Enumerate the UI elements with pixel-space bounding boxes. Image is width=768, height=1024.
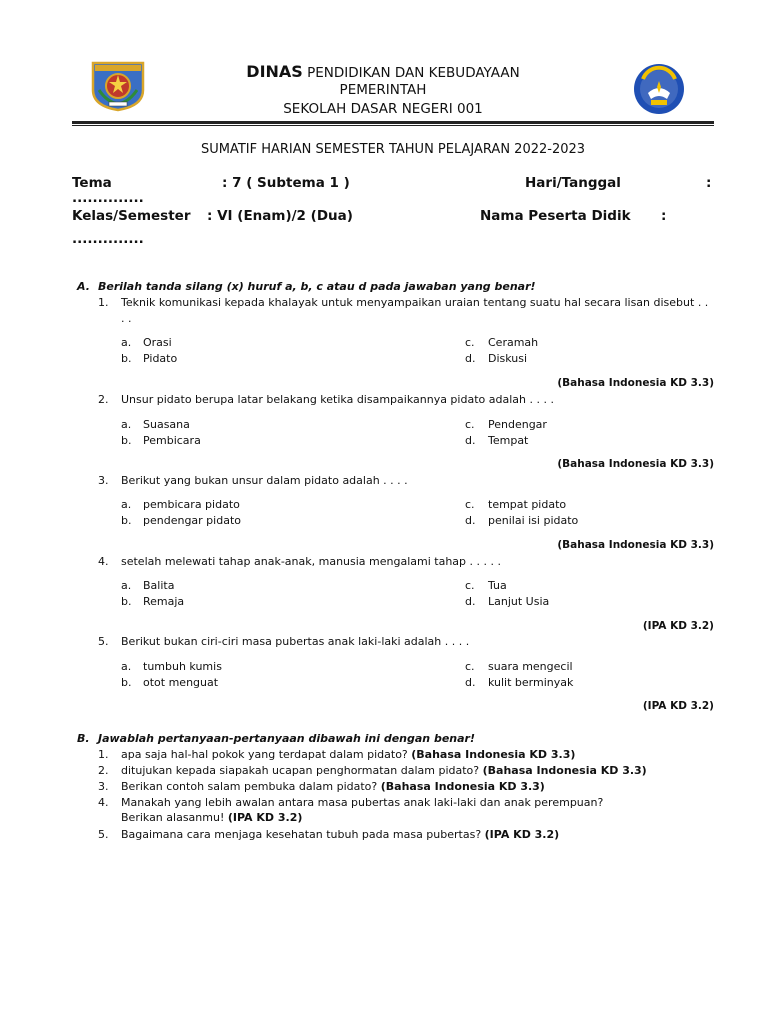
qa4-opt-c-letter: c. xyxy=(465,579,475,592)
qa1-opt-a-letter: a. xyxy=(121,336,132,349)
qa3-opt-a-letter: a. xyxy=(121,498,132,511)
regional-emblem-logo xyxy=(89,60,147,112)
qb3-text xyxy=(121,779,545,795)
qa1-option-c[interactable]: Ceramah xyxy=(488,336,539,349)
qa3-opt-d-letter: d. xyxy=(465,514,476,527)
tut-wuri-handayani-logo xyxy=(633,63,685,115)
qa3-kd: (Bahasa Indonesia KD 3.3) xyxy=(557,539,714,551)
qb5-text xyxy=(121,827,559,843)
qa4-option-a[interactable]: Balita xyxy=(143,579,175,592)
qa2-number: 2. xyxy=(98,393,109,406)
hari-tanggal-colon: : xyxy=(706,175,712,191)
section-a-instruction: Berilah tanda silang (x) huruf a, b, c atau d pada jawaban yang benar! xyxy=(98,280,536,293)
qa2-opt-a-letter: a. xyxy=(121,418,132,431)
qa5-opt-b-letter: b. xyxy=(121,676,132,689)
qb2-kd: (Bahasa Indonesia KD 3.3) xyxy=(482,764,647,777)
qa1-option-a[interactable]: Orasi xyxy=(143,336,172,349)
kelas-semester-value: : VI (Enam)/2 (Dua) xyxy=(207,208,353,224)
tema-label: Tema xyxy=(72,175,112,191)
qa4-opt-a-letter: a. xyxy=(121,579,132,592)
qa5-text: Berikut bukan ciri-ciri masa pubertas anak laki-laki adalah . . . . xyxy=(121,635,470,648)
hari-tanggal-label: Hari/Tanggal xyxy=(525,175,621,191)
qb3-number: 3. xyxy=(98,780,109,793)
header-line-school: SEKOLAH DASAR NEGERI 001 xyxy=(283,101,483,117)
kelas-semester-label: Kelas/Semester xyxy=(72,208,191,224)
qb5-question: Bagaimana cara menjaga kesehatan tubuh pada masa pubertas? xyxy=(121,828,485,841)
qa1-number: 1. xyxy=(98,296,109,309)
qa2-option-b[interactable]: Pembicara xyxy=(143,434,201,447)
section-b-letter: B. xyxy=(77,732,90,745)
qa3-opt-c-letter: c. xyxy=(465,498,475,511)
qb2-number: 2. xyxy=(98,764,109,777)
tema-value: : 7 ( Subtema 1 ) xyxy=(222,175,350,191)
qa2-kd: (Bahasa Indonesia KD 3.3) xyxy=(557,458,714,470)
qb4-text-cont xyxy=(121,810,302,826)
qa1-opt-c-letter: c. xyxy=(465,336,475,349)
qa3-option-b[interactable]: pendengar pidato xyxy=(143,514,241,527)
qb5-number: 5. xyxy=(98,828,109,841)
qa4-number: 4. xyxy=(98,555,109,568)
section-a-letter: A. xyxy=(77,280,90,293)
header-dinas-bold: DINAS xyxy=(246,62,303,81)
qb4-question-cont: Berikan alasanmu! xyxy=(121,811,228,824)
qa1-opt-d-letter: d. xyxy=(465,352,476,365)
qb4-kd: (IPA KD 3.2) xyxy=(227,811,303,824)
qa1-text: Teknik komunikasi kepada khalayak untuk menyampaikan uraian tentang suatu hal secara lisan disebut . . xyxy=(121,296,709,309)
qa5-number: 5. xyxy=(98,635,109,648)
qb3-question: Berikan contoh salam pembuka dalam pidato? xyxy=(121,780,381,793)
qa3-option-d[interactable]: penilai isi pidato xyxy=(488,514,579,527)
header-divider-thick xyxy=(72,121,714,124)
qb1-number: 1. xyxy=(98,748,109,761)
qa4-option-c[interactable]: Tua xyxy=(488,579,507,592)
qb1-text xyxy=(121,747,575,763)
qa1-kd: (Bahasa Indonesia KD 3.3) xyxy=(557,377,714,389)
qa2-opt-d-letter: d. xyxy=(465,434,476,447)
header-divider-thin xyxy=(72,125,714,126)
header-line-dinas xyxy=(150,62,616,83)
qa5-option-c[interactable]: suara mengecil xyxy=(488,660,573,673)
header-dinas-rest: PENDIDIKAN DAN KEBUDAYAAN xyxy=(302,65,520,81)
qa3-text: Berikut yang bukan unsur dalam pidato adalah . . . . xyxy=(121,474,408,487)
qa4-option-d[interactable]: Lanjut Usia xyxy=(488,595,550,608)
qa3-number: 3. xyxy=(98,474,109,487)
qa3-option-a[interactable]: pembicara pidato xyxy=(143,498,240,511)
qb3-kd: (Bahasa Indonesia KD 3.3) xyxy=(380,780,545,793)
qb2-text xyxy=(121,763,647,779)
qa4-text: setelah melewati tahap anak-anak, manusia mengalami tahap . . . . . xyxy=(121,555,501,568)
qb1-question: apa saja hal-hal pokok yang terdapat dalam pidato? xyxy=(121,748,412,761)
hari-tanggal-dots[interactable]: .............. xyxy=(72,190,144,206)
qa5-option-d[interactable]: kulit berminyak xyxy=(488,676,574,689)
qa4-opt-b-letter: b. xyxy=(121,595,132,608)
nama-peserta-label: Nama Peserta Didik xyxy=(480,208,631,224)
qa5-opt-c-letter: c. xyxy=(465,660,475,673)
qa5-option-a[interactable]: tumbuh kumis xyxy=(143,660,222,673)
qb2-question: ditujukan kepada siapakah ucapan penghormatan dalam pidato? xyxy=(121,764,483,777)
qa2-text: Unsur pidato berupa latar belakang ketika disampaikannya pidato adalah . . . . xyxy=(121,393,554,406)
qa3-option-c[interactable]: tempat pidato xyxy=(488,498,567,511)
qa2-option-a[interactable]: Suasana xyxy=(143,418,190,431)
section-b-instruction: Jawablah pertanyaan-pertanyaan dibawah ini dengan benar! xyxy=(98,732,476,745)
qa1-opt-b-letter: b. xyxy=(121,352,132,365)
qa4-kd: (IPA KD 3.2) xyxy=(642,620,714,632)
nama-peserta-colon: : xyxy=(661,208,667,224)
qa4-option-b[interactable]: Remaja xyxy=(143,595,185,608)
qb4-number: 4. xyxy=(98,796,109,809)
qa2-opt-c-letter: c. xyxy=(465,418,475,431)
qa4-opt-d-letter: d. xyxy=(465,595,476,608)
exam-title: SUMATIF HARIAN SEMESTER TAHUN PELAJARAN 2022-2023 xyxy=(200,142,586,157)
qa1-text-cont: . . xyxy=(121,312,132,325)
nama-peserta-dots[interactable]: .............. xyxy=(72,231,144,247)
qb5-kd: (IPA KD 3.2) xyxy=(484,828,560,841)
qb1-kd: (Bahasa Indonesia KD 3.3) xyxy=(411,748,576,761)
qa2-opt-b-letter: b. xyxy=(121,434,132,447)
qa5-opt-d-letter: d. xyxy=(465,676,476,689)
header-line-pemerintah: PEMERINTAH xyxy=(339,82,427,98)
qa1-option-b[interactable]: Pidato xyxy=(143,352,178,365)
qa5-kd: (IPA KD 3.2) xyxy=(642,700,714,712)
qa2-option-d[interactable]: Tempat xyxy=(488,434,529,447)
qa5-opt-a-letter: a. xyxy=(121,660,132,673)
qa5-option-b[interactable]: otot menguat xyxy=(143,676,219,689)
qa3-opt-b-letter: b. xyxy=(121,514,132,527)
qb4-text: Manakah yang lebih awalan antara masa pubertas anak laki-laki dan anak perempuan? xyxy=(121,796,604,809)
qa1-option-d[interactable]: Diskusi xyxy=(488,352,528,365)
qa2-option-c[interactable]: Pendengar xyxy=(488,418,547,431)
